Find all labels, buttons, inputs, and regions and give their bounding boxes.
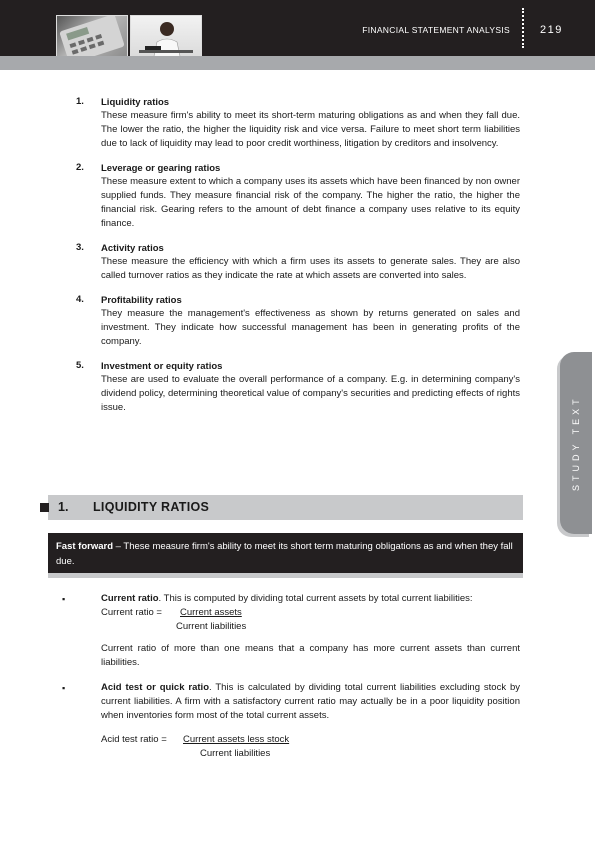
formula-label: Current ratio = xyxy=(101,607,162,618)
formula xyxy=(101,733,520,761)
fast-forward-text xyxy=(56,539,518,569)
item-title: Liquidity ratios xyxy=(101,97,170,108)
item-body: They measure the management's effectiveness as shown by returns generated on sales and investment. They indicate how successful management has been in generating profits of the company. xyxy=(101,308,520,347)
bullet-description: . This is computed by dividing total current assets by total current liabilities: xyxy=(158,593,473,604)
fast-forward-label: Fast forward xyxy=(56,541,114,552)
formula-numerator: Current assets less stock xyxy=(183,734,290,745)
item-number: 3. xyxy=(76,242,84,253)
list-item xyxy=(62,681,520,761)
formula-label: Acid test ratio = xyxy=(101,734,167,745)
calculator-photo xyxy=(56,15,128,62)
fast-forward-body: – These measure firm's ability to meet its short term maturing obligations as and when they fall due. xyxy=(56,541,513,567)
bullet-note: Current ratio of more than one means that a company has more current assets than current liabilities. xyxy=(101,643,520,668)
item-title: Profitability ratios xyxy=(101,295,182,306)
formula-denominator: Current liabilities xyxy=(176,621,247,632)
formula-denominator: Current liabilities xyxy=(200,748,271,759)
study-text-label: STUDY TEXT xyxy=(571,395,581,491)
section-marker xyxy=(40,503,49,512)
item-body: These are used to evaluate the overall performance of a company. E.g. in determining company's dividend policy, determining theoretical value of company's securities and predicting effects of rights issue. xyxy=(101,374,520,413)
formula xyxy=(101,606,520,634)
bullet-description: . This is calculated by dividing total current liabilities excluding stock by current liabilities. A firm with a satisfactory current ratio may actually be in a poor liquidity position when inventories form most of the total current assets. xyxy=(101,682,521,721)
bullet-icon: ▪ xyxy=(62,683,66,693)
item-number: 1. xyxy=(76,96,84,107)
header-divider xyxy=(522,8,524,48)
list-item xyxy=(76,162,520,231)
item-title: Investment or equity ratios xyxy=(101,361,223,372)
item-number: 5. xyxy=(76,360,84,371)
liquidity-ratio-list xyxy=(62,592,520,772)
person-at-desk-photo xyxy=(130,15,202,62)
section-title: LIQUIDITY RATIOS xyxy=(93,500,210,514)
list-item xyxy=(76,360,520,415)
item-body: These measure firm's ability to meet its short-term maturing obligations as and when they fall due. The lower the ratio, the higher the liquidity risk and vice versa. Failure to meet short term liabilities due to lack of liquidity may lead to poor credit worthiness, litigation by creditors and insolvency. xyxy=(101,110,520,149)
item-body: These measure the efficiency with which a firm uses its assets to generate sales. They are also called turnover ratios as they indicate the rate at which assets are converted into sales. xyxy=(101,256,520,281)
item-title: Leverage or gearing ratios xyxy=(101,163,221,174)
section-number: 1. xyxy=(58,500,69,514)
bullet-text xyxy=(101,681,520,723)
item-body: These measure extent to which a company uses its assets which have been financed by non owner supplied funds. They measure financial risk of the company. The higher the ratio, the higher the financial risk. Gearing refers to the amount of debt finance a company uses relative to its equity finance. xyxy=(101,176,520,229)
formula-numerator: Current assets xyxy=(180,607,242,618)
list-item xyxy=(62,592,520,670)
bullet-term: Acid test or quick ratio xyxy=(101,682,209,693)
list-item xyxy=(76,242,520,283)
page-number: 219 xyxy=(540,24,563,36)
item-number: 4. xyxy=(76,294,84,305)
ratio-types-list xyxy=(76,96,520,426)
fast-forward-box xyxy=(48,533,523,573)
list-item xyxy=(76,294,520,349)
header-band xyxy=(0,56,595,70)
bullet-text xyxy=(101,592,520,606)
bullet-icon: ▪ xyxy=(62,594,66,604)
list-item xyxy=(76,96,520,151)
item-number: 2. xyxy=(76,162,84,173)
bullet-term: Current ratio xyxy=(101,593,159,604)
chapter-title: FINANCIAL STATEMENT ANALYSIS xyxy=(362,25,510,35)
item-title: Activity ratios xyxy=(101,243,164,254)
